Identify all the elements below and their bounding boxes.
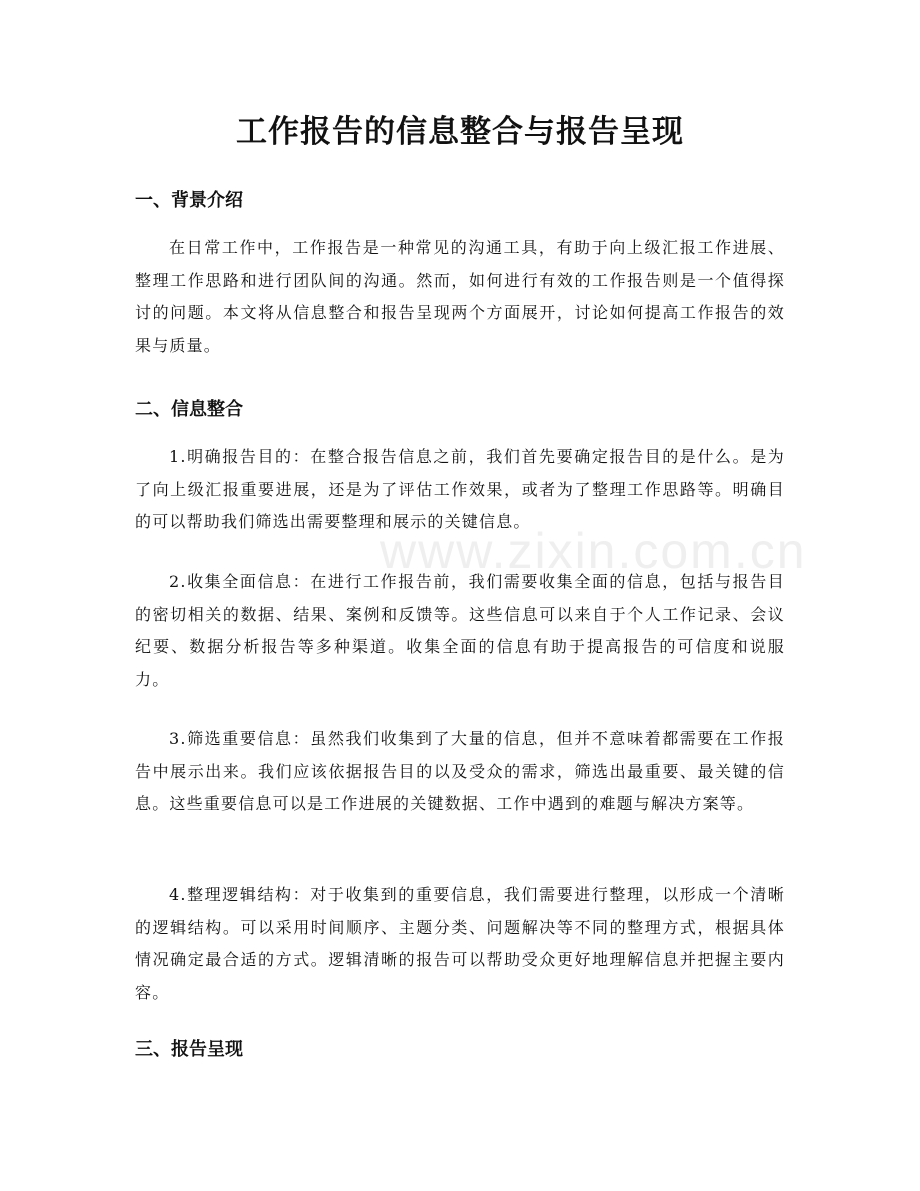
page-title: 工作报告的信息整合与报告呈现 (236, 114, 684, 150)
paragraph-purpose: 1.明确报告目的：在整合报告信息之前，我们首先要确定报告目的是什么。是为了向上级汇报重要进展，还是为了评估工作效果，或者为了整理工作思路等。明确目的可以帮助我们筛选出需要整理和展示的关键信息。 (135, 447, 785, 531)
section-heading-info-integration: 二、信息整合 (135, 399, 243, 420)
paragraph-structure: 4.整理逻辑结构：对于收集到的重要信息，我们需要进行整理，以形成一个清晰的逻辑结构。可以采用时间顺序、主题分类、问题解决等不同的整理方式，根据具体情况确定最合适的方式。逻辑清晰的报告可以帮助受众更好地理解信息并把握主要内容。 (135, 885, 785, 1002)
paragraph-collect: 2.收集全面信息：在进行工作报告前，我们需要收集全面的信息，包括与报告目的密切相关的数据、结果、案例和反馈等。这些信息可以来自于个人工作记录、会议纪要、数据分析报告等多种渠道。收集全面的信息有助于提高报告的可信度和说服力。 (135, 572, 785, 689)
paragraph-background: 在日常工作中，工作报告是一种常见的沟通工具，有助于向上级汇报工作进展、整理工作思路和进行团队间的沟通。然而，如何进行有效的工作报告则是一个值得探讨的问题。本文将从信息整合和报告呈现两个方面展开，讨论如何提高工作报告的效果与质量。 (135, 238, 785, 355)
watermark: www.zixin.com.cn (380, 523, 807, 579)
section-heading-background: 一、背景介绍 (135, 190, 243, 211)
paragraph-filter: 3.筛选重要信息：虽然我们收集到了大量的信息，但并不意味着都需要在工作报告中展示出来。我们应该依据报告目的以及受众的需求，筛选出最重要、最关键的信息。这些重要信息可以是工作进展的关键数据、工作中遇到的难题与解决方案等。 (135, 729, 785, 813)
section-heading-presentation: 三、报告呈现 (135, 1039, 243, 1060)
